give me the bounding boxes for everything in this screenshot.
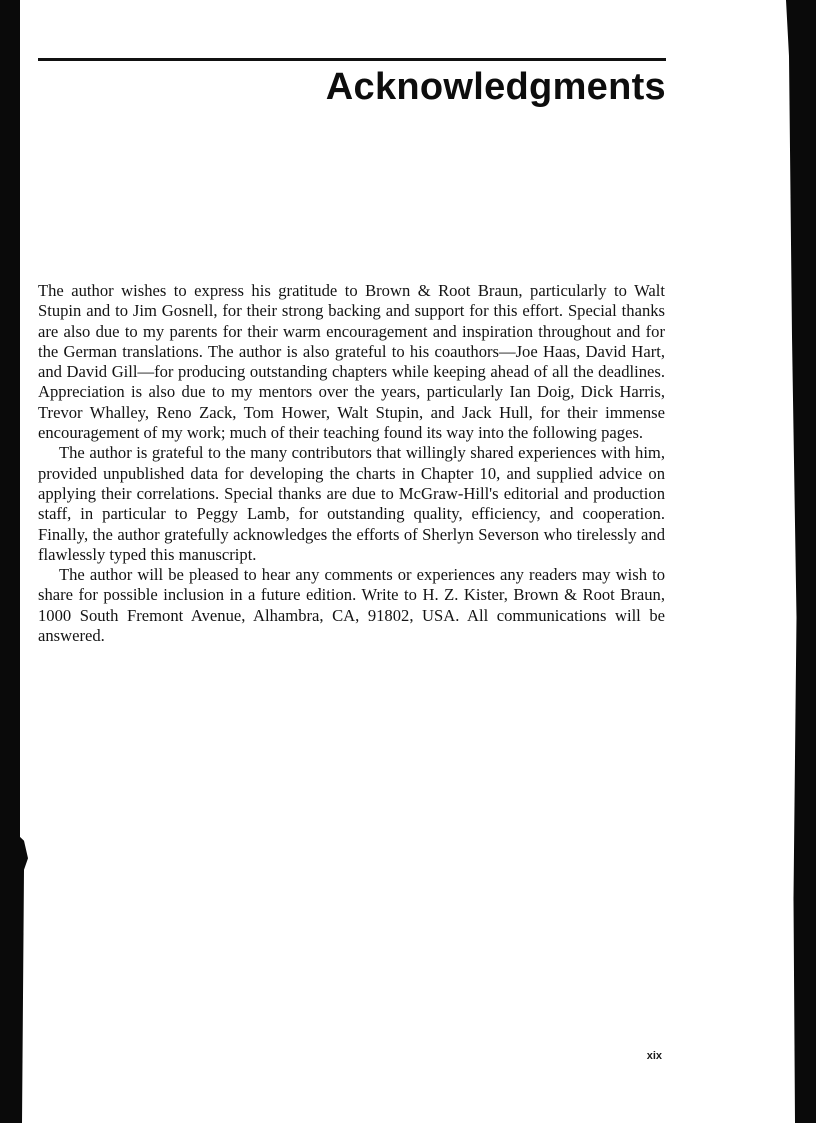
title-rule <box>38 58 666 61</box>
page-number: xix <box>646 1050 662 1062</box>
paragraph-2: The author is grateful to the many contributors that willingly shared experiences with him, provided unpublished data for developing the charts in Chapter 10, and supplied advice on applying their correlations. Special thanks are due to McGraw-Hill's editorial and production staff, in particular to Peggy Lamb, for outstanding quality, efficiency, and cooperation. Finally, the author gratefully acknowledges the efforts of Sherlyn Severson who tirelessly and flawlessly typed this manuscript. <box>38 443 665 564</box>
binding-shadow-left <box>0 0 20 1123</box>
binding-shadow-right <box>786 0 816 1123</box>
acknowledgments-body <box>38 281 665 646</box>
paragraph-1: The author wishes to express his gratitude to Brown & Root Braun, particularly to Walt Stupin and to Jim Gosnell, for their strong backing and support for this effort. Special thanks are also due to my parents for their warm encouragement and inspiration throughout and for the German translations. The author is also grateful to his coauthors—Joe Haas, David Hart, and David Gill—for producing outstanding chapters while keeping ahead of all the deadlines. Appreciation is also due to my mentors over the years, particularly Ian Doig, Dick Harris, Trevor Whalley, Reno Zack, Tom Hower, Walt Stupin, and Jack Hull, for their immense encouragement of my work; much of their teaching found its way into the following pages. <box>38 281 665 443</box>
paragraph-3: The author will be pleased to hear any comments or experiences any readers may wish to share for possible inclusion in a future edition. Write to H. Z. Kister, Brown & Root Braun, 1000 South Fremont Avenue, Alhambra, CA, 91802, USA. All communications will be answered. <box>38 565 665 646</box>
page-title: Acknowledgments <box>325 66 666 108</box>
binding-shadow-left-lower <box>18 835 28 1123</box>
